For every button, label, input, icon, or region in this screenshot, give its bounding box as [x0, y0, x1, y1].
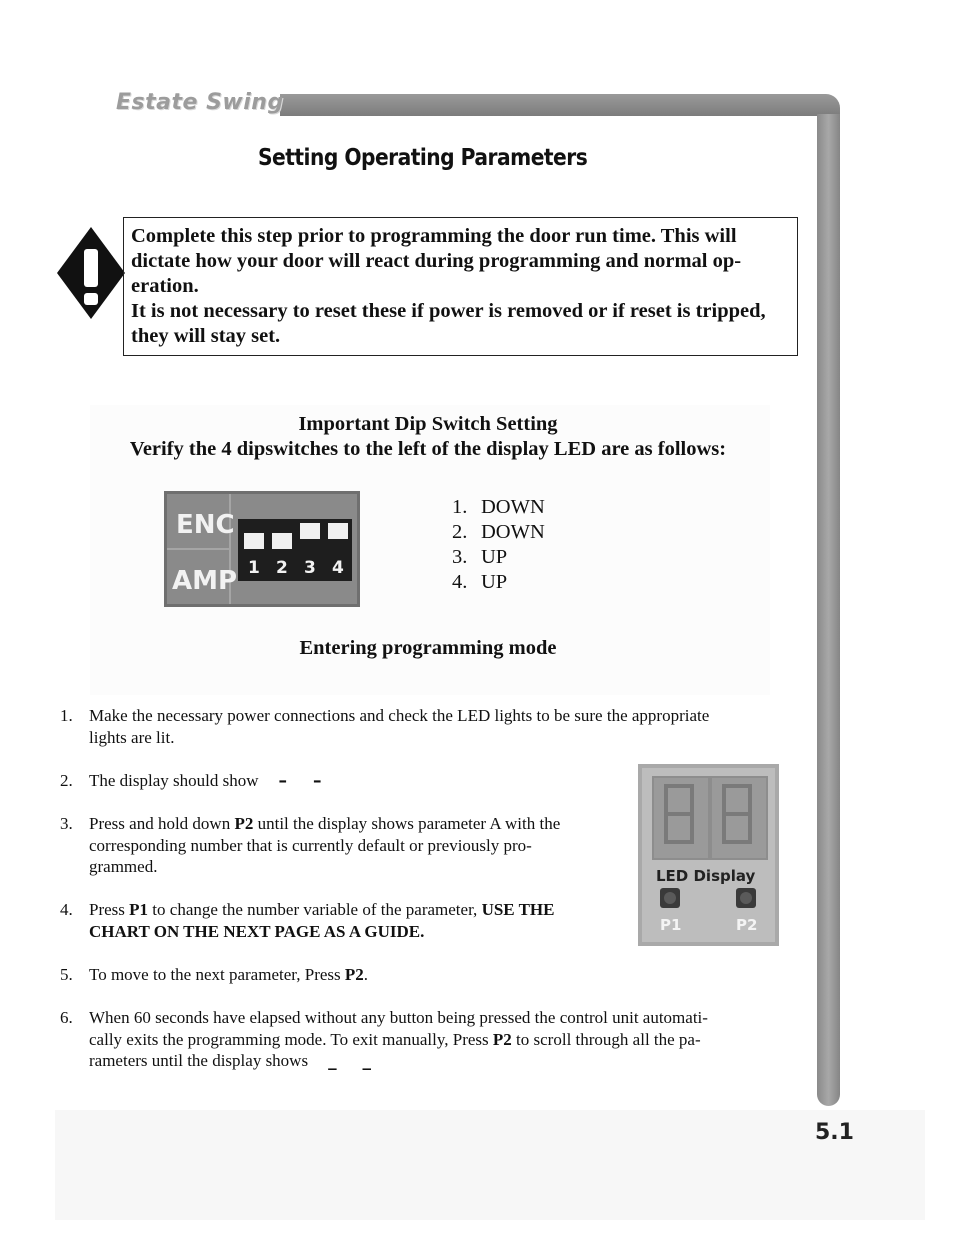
- step-6: 6. When 60 seconds have elapsed without any button being pressed the control unit automati- cally exits the programming mode. To exit manually, Press P2 to scroll through all the pa- rameters until the display shows _ _: [60, 1008, 708, 1071]
- page-number: 5.1: [815, 1120, 854, 1145]
- dip-switch-image: [164, 491, 360, 607]
- dip-heading-2: Verify the 4 dipswitches to the left of the display LED are as follows:: [129, 438, 727, 460]
- dip-number-2: 2: [276, 558, 288, 578]
- list-item: 4. UP: [452, 571, 508, 593]
- side-bar: [817, 114, 840, 1106]
- list-item: 3. UP: [452, 546, 508, 568]
- header-bar: [280, 94, 840, 116]
- warning-text-2: It is not necessary to reset these if power is removed or if reset is tripped, they will stay set.: [131, 300, 766, 347]
- header-brand-tab: [116, 90, 291, 120]
- entering-heading: Entering programming mode: [299, 637, 557, 659]
- led-display-label: LED Display: [656, 867, 756, 885]
- p1-label: P1: [660, 916, 682, 934]
- step-2: 2. The display should show – –: [60, 771, 332, 791]
- dip-settings-list: [452, 495, 545, 595]
- page-title: Setting Operating Parameters: [258, 145, 588, 171]
- step-3: 3. Press and hold down P2 until the display shows parameter A with the corresponding number that is currently default or previously pro- grammed.: [60, 814, 561, 876]
- dip-heading-1: Important Dip Switch Setting: [298, 413, 558, 435]
- page-footer-shade: [55, 1110, 925, 1220]
- dip-amp-label: AMP: [172, 566, 238, 596]
- display-dashes: – –: [278, 771, 332, 791]
- p2-label: P2: [736, 916, 758, 934]
- dip-number-3: 3: [304, 558, 316, 578]
- dip-heading: [40, 412, 816, 462]
- led-display-image: [638, 764, 779, 946]
- warning-text-1: Complete this step prior to programming the door run time. This will dictate how your door will react during programming and normal op-eration.: [131, 225, 742, 297]
- dip-enc-label: ENC: [176, 510, 235, 540]
- warning-icon: [55, 225, 127, 321]
- step-5: 5. To move to the next parameter, Press P2.: [60, 965, 369, 984]
- list-item: 2. DOWN: [452, 521, 545, 543]
- brand-label: Estate Swing: [116, 90, 284, 115]
- step-4: 4. Press P1 to change the number variable of the parameter, USE THE CHART ON THE NEXT PAGE AS A GUIDE.: [60, 900, 555, 941]
- dip-switch-1: [244, 533, 264, 549]
- warning-box: [123, 217, 798, 356]
- dip-number-4: 4: [332, 558, 344, 578]
- step-1: 1. Make the necessary power connections and check the LED lights to be sure the appropriate lights are lit.: [60, 706, 710, 747]
- display-underscores: _ _: [328, 1051, 381, 1071]
- dip-switch-4: [328, 523, 348, 539]
- dip-switch-2: [272, 533, 292, 549]
- dip-number-1: 1: [248, 558, 260, 578]
- list-item: 1. DOWN: [452, 496, 545, 518]
- dip-switch-3: [300, 523, 320, 539]
